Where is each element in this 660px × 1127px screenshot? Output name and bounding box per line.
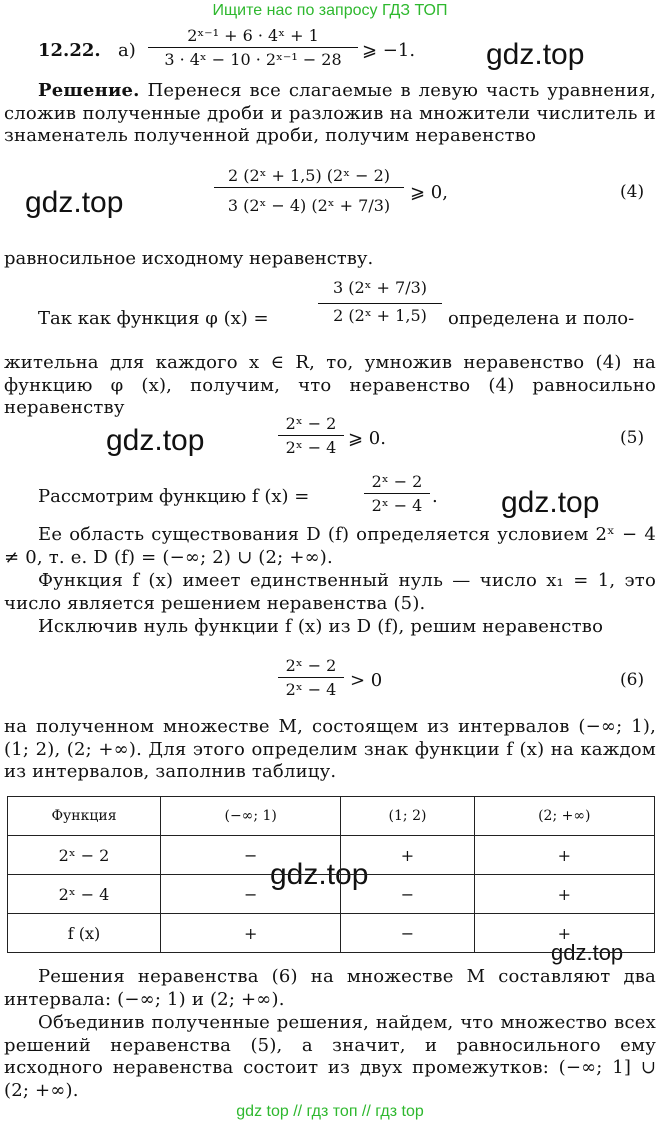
function-f-definition: Рассмотрим функцию f (x) = xyxy=(38,486,310,507)
table-cell: + xyxy=(474,836,654,875)
solution-paragraph-3: жительна для каждого x ∈ R, то, умножив неравенство (4) на функцию φ (x), получим, что неравенство (4) равносильно неравенству xyxy=(4,352,656,418)
phi-numerator: 3 (2ˣ + 7/3) xyxy=(318,278,442,304)
table-cell: − xyxy=(341,914,474,953)
equation-4-number: (4) xyxy=(620,182,645,202)
phi-definition-end: определена и поло- xyxy=(448,308,635,329)
footer-banner[interactable]: gdz top // гдз топ // гдз top xyxy=(236,1103,424,1120)
function-f-period: . xyxy=(432,486,438,507)
table-header-row xyxy=(8,797,655,836)
watermark-2: gdz.top xyxy=(25,186,124,219)
equation-4-fraction xyxy=(214,166,404,215)
equation-4-rhs: ⩾ 0, xyxy=(410,182,448,203)
table-row xyxy=(8,875,655,914)
solution-label: Решение. xyxy=(38,80,140,101)
watermark-4: gdz.top xyxy=(501,486,600,519)
table-cell: + xyxy=(474,875,654,914)
watermark-6: gdz.top xyxy=(551,940,624,965)
solution-paragraph-1 xyxy=(4,80,656,148)
phi-definition-start: Так как функция φ (x) = xyxy=(38,308,269,329)
solution-paragraph-8: на полученном множестве M, состоящем из интервалов (−∞; 1), (1; 2), (2; +∞). Для этого определим знак функции f (x) на каждом из интервалов, заполнив таблицу. xyxy=(4,716,656,782)
equation-6-rhs: > 0 xyxy=(350,670,383,691)
equation-5-denominator: 2ˣ − 4 xyxy=(285,438,337,457)
problem-numerator: 2ˣ⁻¹ + 6 · 4ˣ + 1 xyxy=(148,26,358,48)
table-cell: f (x) xyxy=(8,914,161,953)
problem-rhs: ⩾ −1. xyxy=(362,40,416,61)
equation-5-number: (5) xyxy=(620,428,645,448)
function-f-denominator: 2ˣ − 4 xyxy=(371,496,423,515)
table-header-cell: (1; 2) xyxy=(341,797,474,836)
table-header-cell: (2; +∞) xyxy=(474,797,654,836)
equation-6-numerator: 2ˣ − 2 xyxy=(278,656,344,678)
equation-4-numerator: 2 (2ˣ + 1,5) (2ˣ − 2) xyxy=(214,166,404,188)
table-cell: − xyxy=(161,836,341,875)
function-f-numerator: 2ˣ − 2 xyxy=(364,472,430,494)
solution-paragraph-6: Функция f (x) имеет единственный нуль — число x₁ = 1, это число является решением неравенства (5). xyxy=(4,570,656,614)
equation-5-rhs: ⩾ 0. xyxy=(348,428,386,449)
problem-fraction xyxy=(148,26,358,69)
table-row xyxy=(8,836,655,875)
table-cell: + xyxy=(161,914,341,953)
table-cell: − xyxy=(341,875,474,914)
table-cell: + xyxy=(474,914,654,953)
phi-fraction xyxy=(318,278,442,325)
equation-5-numerator: 2ˣ − 2 xyxy=(278,414,344,436)
solution-paragraph-9: Решения неравенства (6) на множестве M составляют два интервала: (−∞; 1) и (2; +∞). xyxy=(4,966,656,1010)
solution-paragraph-7: Исключив нуль функции f (x) из D (f), решим неравенство xyxy=(38,616,604,637)
watermark-3: gdz.top xyxy=(106,424,205,457)
equation-5-fraction xyxy=(278,414,344,457)
table-cell: − xyxy=(161,875,341,914)
function-f-fraction xyxy=(364,472,430,515)
problem-number: 12.22. xyxy=(38,40,101,61)
phi-denominator: 2 (2ˣ + 1,5) xyxy=(333,306,427,325)
problem-denominator: 3 · 4ˣ − 10 · 2ˣ⁻¹ − 28 xyxy=(164,50,342,69)
solution-paragraph-5: Ее область существования D (f) определяется условием 2ˣ − 4 ≠ 0, т. е. D (f) = (−∞; 2) ∪ (2; +∞). xyxy=(4,524,656,568)
solution-text-1: Перенеся все слагаемые в левую часть уравнения, сложив полученные дроби и разложив на множители числитель и знаменатель полученной дроби, получим неравенство xyxy=(4,80,656,146)
table-cell: 2ˣ − 4 xyxy=(8,875,161,914)
equation-6-denominator: 2ˣ − 4 xyxy=(285,680,337,699)
table-header-cell: (−∞; 1) xyxy=(161,797,341,836)
solution-paragraph-2: равносильное исходному неравенству. xyxy=(4,248,374,269)
header-banner[interactable]: Ищите нас по запросу ГДЗ ТОП xyxy=(212,2,448,19)
table-cell: + xyxy=(341,836,474,875)
table-row xyxy=(8,914,655,953)
equation-6-fraction xyxy=(278,656,344,699)
sign-table xyxy=(7,796,655,953)
table-header-cell: Функция xyxy=(8,797,161,836)
equation-4-denominator: 3 (2ˣ − 4) (2ˣ + 7/3) xyxy=(227,196,391,215)
solution-paragraph-10: Объединив полученные решения, найдем, что множество всех решений неравенства (5), а значит, и равносильного ему исходного неравенства состоит из двух промежутков: (−∞; 1] ∪ (2; +∞). xyxy=(4,1012,656,1101)
table-cell: 2ˣ − 2 xyxy=(8,836,161,875)
equation-6-number: (6) xyxy=(620,670,645,690)
watermark-5: gdz.top xyxy=(270,858,369,891)
watermark-1: gdz.top xyxy=(486,38,585,71)
problem-part: а) xyxy=(118,40,136,61)
